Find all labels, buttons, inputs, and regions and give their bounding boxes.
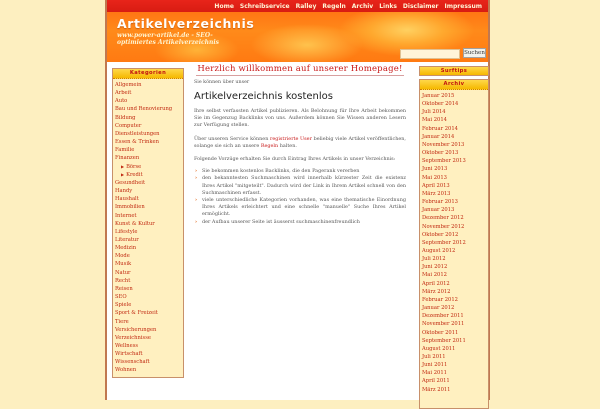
archive-item[interactable]: Juli 2014 [422, 109, 446, 116]
surftips-box [419, 66, 489, 76]
category-item[interactable] [115, 195, 183, 203]
archive-item[interactable]: November 2011 [422, 321, 465, 328]
category-label: Recht [115, 277, 131, 284]
category-label: Natur [115, 269, 131, 276]
category-label: Wissenschaft [115, 359, 150, 366]
bullet-arrow-icon: › [195, 175, 197, 182]
category-label: Sport & Freizeit [115, 310, 158, 317]
category-label: Literatur [115, 236, 139, 243]
category-item[interactable] [115, 358, 183, 366]
category-label: Essen & Trinken [115, 139, 159, 146]
nav-archiv[interactable]: Archiv [351, 2, 374, 10]
archive-item[interactable]: Januar 2015 [422, 93, 455, 99]
nav-disclaimer[interactable]: Disclaimer [402, 2, 439, 10]
archive-item[interactable]: Juni 2011 [422, 362, 448, 369]
archive-item[interactable]: März 2012 [422, 288, 451, 295]
registered-users-link[interactable]: registrierte User [270, 135, 312, 142]
benefit-item [194, 168, 406, 175]
triangle-right-icon: ▶ [121, 171, 125, 177]
category-item[interactable] [115, 138, 183, 146]
category-label: Mode [115, 253, 130, 260]
category-item[interactable] [115, 81, 183, 89]
benefits-intro: Folgende Vorzüge erhalten Sie durch Eintrag Ihres Artikels in unser Verzeichnis: [194, 156, 396, 163]
nav-schreibservice[interactable]: Schreibservice [239, 2, 290, 10]
category-label: Internet [115, 212, 137, 219]
category-item[interactable] [115, 212, 183, 220]
category-item[interactable] [115, 97, 183, 105]
archive-item[interactable]: Oktober 2014 [422, 101, 459, 108]
categories-title: Kategorien [113, 69, 183, 79]
main-content [191, 62, 409, 226]
category-label: Haushalt [115, 196, 139, 203]
benefit-text: viele unterschiedliche Kategorien vorhanden, was eine thematische Einordnung Ihres Artikels erleichtert und eine schnelle "manuelle" Suche Ihres Artikel ermöglicht. [202, 197, 406, 218]
benefit-item [194, 175, 406, 197]
category-item[interactable] [115, 269, 183, 277]
category-item[interactable] [115, 342, 183, 350]
category-label: Wirtschaft [115, 351, 143, 358]
category-label: Verzeichnisse [115, 334, 151, 341]
archive-item[interactable]: Juli 2012 [422, 256, 446, 263]
benefit-item [194, 197, 406, 219]
category-subitem[interactable] [115, 163, 183, 171]
archive-item[interactable]: September 2012 [422, 239, 466, 246]
category-item[interactable] [115, 105, 183, 113]
service-text-1: Über unseren Service können [194, 135, 270, 142]
category-item[interactable] [115, 318, 183, 326]
category-label: Reisen [115, 285, 133, 292]
rules-link[interactable]: Regeln [260, 142, 279, 149]
category-item[interactable] [115, 366, 183, 374]
benefit-text: Sie bekommen kostenlos Backlinks, die den Pagerank vererben [202, 168, 360, 175]
category-label: Dienstleistungen [115, 130, 160, 137]
category-item[interactable] [115, 301, 183, 309]
category-item[interactable] [115, 277, 183, 285]
nav-home[interactable]: Home [214, 2, 234, 10]
page-container [105, 0, 490, 400]
category-label: Spiele [115, 302, 132, 309]
category-label: Medizin [115, 245, 137, 252]
nav-links[interactable]: Links [379, 2, 397, 10]
category-label: Tiere [115, 318, 129, 325]
category-item[interactable] [115, 154, 183, 162]
category-label: Handy [115, 188, 133, 195]
archive-item[interactable]: Juni 2012 [422, 264, 448, 271]
archive-item[interactable]: Mai 2012 [422, 272, 447, 279]
welcome-heading: Herzlich willkommen auf unserer Homepage! [197, 64, 403, 74]
category-label: Wellness [115, 343, 139, 349]
bullet-arrow-icon: › [195, 197, 197, 204]
archive-item[interactable]: August 2012 [422, 247, 456, 254]
archive-item[interactable]: Januar 2012 [422, 305, 455, 312]
service-text-2: beliebig viele Artikel veröffentlichen, solange sie sich an unsere [194, 135, 406, 149]
triangle-right-icon: ▶ [121, 163, 125, 169]
category-item[interactable] [115, 89, 183, 97]
category-label: Arbeit [115, 90, 132, 97]
category-item[interactable] [115, 228, 183, 236]
category-item[interactable] [115, 350, 183, 358]
category-item[interactable] [115, 130, 183, 138]
category-item[interactable] [115, 326, 183, 334]
category-item[interactable] [115, 187, 183, 195]
intro-paragraph: Ihre selbst verfassten Artikel publizieren. Als Belohnung für Ihre Arbeit bekommen Sie im Gegenzug Backlinks von uns. Außerdem können Sie Wissen anderen Lesern zur Verfügung stellen. [194, 108, 406, 129]
archive-item[interactable]: Februar 2012 [422, 296, 458, 303]
archive-item[interactable]: Februar 2013 [422, 199, 458, 206]
category-label: Wohnen [115, 367, 137, 374]
site-title[interactable]: Artikelverzeichnis [117, 16, 255, 31]
archive-sidebar [419, 79, 489, 409]
search-button[interactable]: Suchen [464, 50, 485, 56]
service-text-3: halten. [278, 142, 297, 149]
category-item[interactable] [115, 122, 183, 130]
site-header [107, 0, 488, 62]
category-item[interactable] [115, 179, 183, 187]
category-label: Computer [115, 122, 142, 129]
top-nav [107, 0, 488, 12]
category-label: Börse [126, 163, 142, 170]
search-input[interactable] [400, 49, 460, 59]
category-label: Kredit [126, 171, 143, 178]
archive-item[interactable]: März 2011 [422, 386, 451, 393]
archive-item[interactable]: April 2012 [422, 280, 450, 287]
page-title: Artikelverzeichnis kostenlos [194, 91, 333, 102]
category-subitem[interactable] [115, 171, 183, 179]
archive-item[interactable]: Mai 2014 [422, 117, 447, 124]
archive-item[interactable]: Oktober 2012 [422, 231, 459, 238]
category-label: Musik [115, 261, 132, 268]
category-item[interactable] [115, 244, 183, 252]
category-item[interactable] [115, 285, 183, 293]
archive-list [420, 92, 488, 394]
archive-item[interactable]: November 2012 [422, 223, 465, 230]
archive-item[interactable]: Oktober 2013 [422, 150, 459, 157]
category-item[interactable] [115, 293, 183, 301]
category-label: Allgemein [115, 82, 142, 88]
category-item[interactable] [115, 252, 183, 260]
bullet-arrow-icon: › [195, 218, 197, 225]
category-label: Familie [115, 147, 135, 154]
nav-regeln[interactable]: Regeln [322, 2, 346, 10]
archive-item[interactable]: September 2013 [422, 158, 466, 165]
archive-item[interactable]: Februar 2014 [422, 125, 458, 132]
archive-item[interactable]: Juni 2013 [422, 166, 448, 173]
category-item[interactable] [115, 236, 183, 244]
nav-ralley[interactable]: Ralley [295, 2, 317, 10]
category-label: Immobilien [115, 204, 145, 211]
archive-item[interactable]: Oktober 2011 [422, 329, 459, 336]
category-label: Auto [115, 98, 128, 105]
category-item[interactable] [115, 114, 183, 122]
category-label: Versicherungen [115, 326, 157, 333]
archive-item[interactable]: August 2011 [422, 345, 456, 352]
archive-item[interactable]: Dezember 2011 [422, 313, 464, 320]
nav-impressum[interactable]: Impressum [444, 2, 482, 10]
archive-item[interactable]: April 2013 [422, 182, 450, 189]
category-item[interactable] [115, 334, 183, 342]
archive-item[interactable]: März 2013 [422, 190, 451, 197]
archive-title: Archiv [420, 80, 488, 90]
category-label: Gesundheit [115, 179, 146, 186]
bullet-arrow-icon: › [195, 168, 197, 175]
archive-item[interactable]: September 2011 [422, 337, 466, 344]
archive-item[interactable]: Januar 2013 [422, 207, 455, 214]
category-label: Bildung [115, 114, 136, 121]
surftips-title[interactable]: Surftips [420, 67, 488, 75]
archive-item[interactable]: November 2013 [422, 141, 465, 148]
archive-item[interactable]: Mai 2013 [422, 174, 447, 181]
category-item[interactable] [115, 203, 183, 211]
service-paragraph [194, 136, 406, 150]
archive-item[interactable]: Januar 2014 [422, 133, 455, 140]
categories-list [113, 81, 183, 375]
benefit-text: der Aufbau unserer Seite ist äusserst suchmaschinenfreundlich [202, 218, 360, 225]
categories-sidebar [112, 68, 184, 378]
category-label: Kunst & Kultur [115, 220, 155, 227]
archive-item[interactable]: Dezember 2012 [422, 215, 464, 222]
category-item[interactable] [115, 309, 183, 317]
benefits-list [194, 168, 406, 226]
category-item[interactable] [115, 220, 183, 228]
category-label: Bau und Renovierung [115, 106, 173, 113]
category-item[interactable] [115, 146, 183, 154]
benefit-item [194, 219, 406, 226]
archive-item[interactable]: Mai 2011 [422, 370, 447, 377]
benefit-text: den bekanntesten Suchmaschinen wird innerhalb kürzester Zeit die existenz Ihres Artikel "mitgeteilt". Dadurch wird der Link in Ihrem Artikel schnell von den Suchmaschinen erfasst. [202, 175, 406, 196]
archive-item[interactable]: April 2011 [422, 378, 450, 385]
category-label: Finanzen [115, 155, 140, 162]
category-label: Lifestyle [115, 228, 138, 235]
archive-item[interactable]: Juli 2011 [422, 354, 446, 360]
intro-text: Sie können über unser [194, 80, 250, 85]
category-item[interactable] [115, 260, 183, 268]
site-subtitle: www.power-artikel.de - SEO-optimiertes Artikelverzeichnis [117, 32, 220, 46]
category-label: SEO [115, 294, 127, 301]
